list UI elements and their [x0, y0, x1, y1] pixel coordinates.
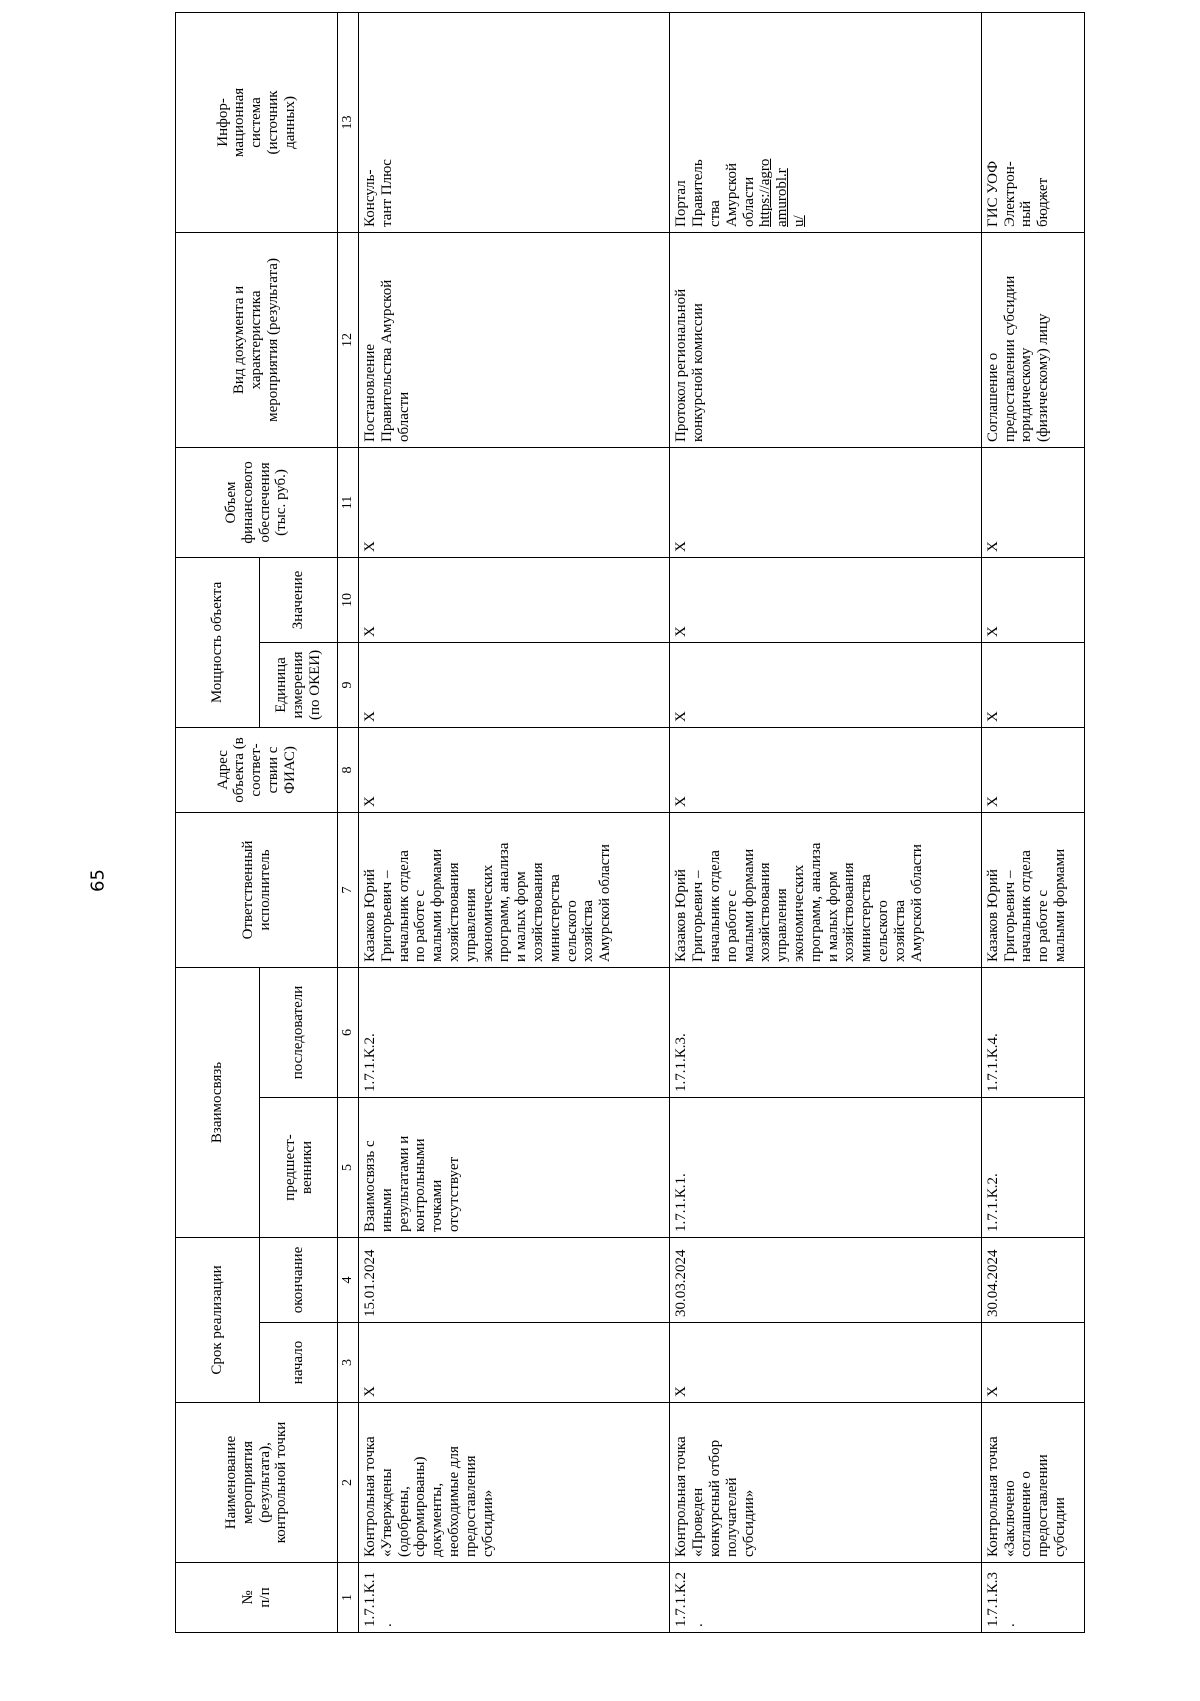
row-predecessors: 1.7.1.К.1. — [670, 1097, 981, 1237]
plan-table — [175, 12, 1085, 1633]
column-number: 10 — [338, 557, 359, 642]
table-row — [359, 12, 670, 1632]
row-address: X — [981, 727, 1084, 812]
row-finance: X — [981, 447, 1084, 557]
column-number: 11 — [338, 447, 359, 557]
row-responsible: Казаков Юрий Григорьевич – начальник отдела по работе с малыми формами — [981, 812, 1084, 967]
table-row — [670, 12, 981, 1632]
row-start: X — [359, 1323, 670, 1403]
row-start: X — [670, 1323, 981, 1403]
row-info-system — [359, 12, 670, 232]
header-num: № п/п — [176, 1563, 338, 1633]
column-number: 2 — [338, 1403, 359, 1563]
column-number: 12 — [338, 232, 359, 447]
header-address: Адрес объекта (в соответ- ствии с ФИАС) — [176, 727, 338, 812]
info-system-link[interactable]: https://agro amurobl.r u/ — [757, 158, 808, 227]
header-link: Взаимосвязь — [176, 967, 260, 1237]
row-value: X — [670, 557, 981, 642]
column-number: 5 — [338, 1097, 359, 1237]
row-end: 30.03.2024 — [670, 1237, 981, 1322]
rotated-table-container — [175, 13, 1085, 1633]
row-name: Контрольная точка «Проведен конкурсный отбор получателей субсидии» — [670, 1403, 981, 1563]
column-number: 7 — [338, 812, 359, 967]
table-row — [981, 12, 1084, 1632]
column-number: 6 — [338, 967, 359, 1097]
row-unit: X — [359, 642, 670, 727]
row-num: 1.7.1.К.2 . — [670, 1563, 981, 1633]
row-value: X — [359, 557, 670, 642]
row-responsible: Казаков Юрий Григорьевич – начальник отдела по работе с малыми формами хозяйствования управления экономических программ, анализа и малых форм хозяйствования министерства сельского хозяйства Амурской области — [670, 812, 981, 967]
header-document: Вид документа и характеристика мероприятия (результата) — [176, 232, 338, 447]
row-successors: 1.7.1.К.3. — [670, 967, 981, 1097]
header-start: начало — [260, 1323, 338, 1403]
info-system-name: ГИС УОФ Электрон- ный бюджет — [984, 160, 1052, 227]
info-system-name: Портал Правитель ства Амурской области — [673, 159, 757, 227]
header-power: Мощность объекта — [176, 557, 260, 727]
row-address: X — [359, 727, 670, 812]
column-number: 9 — [338, 642, 359, 727]
header-value: Значение — [260, 557, 338, 642]
row-unit: X — [981, 642, 1084, 727]
column-number: 3 — [338, 1323, 359, 1403]
row-document: Соглашение о предоставлении субсидии юридическому (физическому) лицу — [981, 232, 1084, 447]
header-end: окончание — [260, 1237, 338, 1322]
header-row-top — [176, 12, 260, 1632]
row-successors: 1.7.1.К.2. — [359, 967, 670, 1097]
row-successors: 1.7.1.К.4. — [981, 967, 1084, 1097]
info-system-name: Консуль- тант Плюс — [362, 159, 395, 227]
row-predecessors: 1.7.1.К.2. — [981, 1097, 1084, 1237]
row-name: Контрольная точка «Заключено соглашение о предоставлении субсидии — [981, 1403, 1084, 1563]
row-info-system — [981, 12, 1084, 232]
column-number: 1 — [338, 1563, 359, 1633]
row-num: 1.7.1.К.1 . — [359, 1563, 670, 1633]
header-successors: последователи — [260, 967, 338, 1097]
header-period: Срок реализации — [176, 1237, 260, 1402]
row-responsible: Казаков Юрий Григорьевич – начальник отдела по работе с малыми формами хозяйствования управления экономических программ, анализа и малых форм хозяйствования министерства сельского хозяйства Амурской области — [359, 812, 670, 967]
column-number: 4 — [338, 1237, 359, 1322]
row-finance: X — [670, 447, 981, 557]
header-finance: Объем финансового обеспечения (тыс. руб.) — [176, 447, 338, 557]
page-number: 65 — [87, 869, 109, 892]
row-address: X — [670, 727, 981, 812]
column-numbers-row — [338, 12, 359, 1632]
header-unit: Единица измерения (по ОКЕИ) — [260, 642, 338, 727]
header-info-system: Инфор- мационная система (источник данных) — [176, 12, 338, 232]
row-predecessors: Взаимосвязь с иными результатами и контрольными точками отсутствует — [359, 1097, 670, 1237]
row-name: Контрольная точка «Утверждены (одобрены, сформированы) документы, необходимые для предоставления субсидии» — [359, 1403, 670, 1563]
row-info-system — [670, 12, 981, 232]
row-value: X — [981, 557, 1084, 642]
header-name: Наименование мероприятия (результата), контрольной точки — [176, 1403, 338, 1563]
row-num: 1.7.1.К.3 . — [981, 1563, 1084, 1633]
header-predecessors: предшест- венники — [260, 1097, 338, 1237]
row-end: 15.01.2024 — [359, 1237, 670, 1322]
row-document: Протокол региональной конкурсной комиссии — [670, 232, 981, 447]
row-finance: X — [359, 447, 670, 557]
row-unit: X — [670, 642, 981, 727]
column-number: 13 — [338, 12, 359, 232]
row-document: Постановление Правительства Амурской области — [359, 232, 670, 447]
column-number: 8 — [338, 727, 359, 812]
row-start: X — [981, 1323, 1084, 1403]
row-end: 30.04.2024 — [981, 1237, 1084, 1322]
header-responsible: Ответственный исполнитель — [176, 812, 338, 967]
